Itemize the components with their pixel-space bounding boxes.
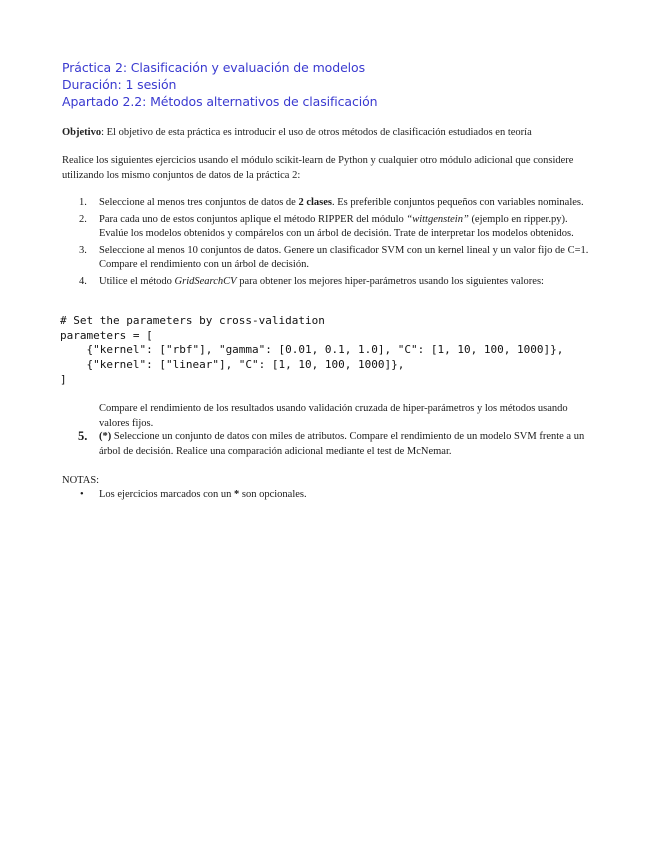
doc-section-title: Apartado 2.2: Métodos alternativos de clasificación (62, 94, 378, 109)
item-text: Los ejercicios marcados con un (99, 489, 234, 500)
code-line: # Set the parameters by cross-validation (60, 314, 325, 327)
item-text: Seleccione un conjunto de datos con miles de atributos. Compare el rendimiento de un modelo SVM frente a un árbol de decisión. Realice una comparación adicional mediante el test de McNemar. (99, 431, 585, 457)
list-item (62, 213, 592, 242)
item-text: Seleccione al menos 10 conjuntos de datos. Genere un clasificador SVM con un kernel lineal y un valor fijo de C=1. Compare el rendimiento con un árbol de decisión. (99, 244, 589, 270)
objective-paragraph (62, 126, 592, 141)
item-text: . Es preferible conjuntos pequeños con variables nominales. (332, 197, 584, 208)
item-bold-text: 2 clases (298, 197, 332, 208)
item-italic-text: “wittgenstein” (406, 213, 469, 225)
objective-text: : El objetivo de esta práctica es introducir el uso de otros métodos de clasificación estudiados en teoría (101, 127, 532, 138)
item-text: Utilice el método (99, 275, 175, 287)
item-italic-text: GridSearchCV (174, 275, 237, 287)
doc-duration: Duración: 1 sesión (62, 77, 177, 92)
item-text: Seleccione al menos tres conjuntos de datos de (99, 197, 299, 208)
notes-list (62, 488, 592, 503)
item-number: 4. (79, 275, 87, 287)
item-bold-text: * (234, 489, 240, 500)
item-number: 2. (79, 213, 87, 225)
list-item (62, 275, 592, 290)
list-item (62, 488, 592, 503)
item-number: 5. (78, 429, 88, 443)
intro-paragraph: Realice los siguientes ejercicios usando el módulo scikit-learn de Python y cualquier otro módulo adicional que considere utilizando los mismo conjuntos de datos de la práctica 2: (62, 155, 574, 181)
bullet-icon: • (80, 489, 84, 500)
after-code-paragraph: Compare el rendimiento de los resultados usando validación cruzada de hiper-parámetros y los métodos usando valores fijos. (99, 403, 568, 429)
code-line: parameters = [ (60, 328, 153, 342)
code-block (60, 314, 563, 388)
code-line: {"kernel": ["rbf"], "gamma": [0.01, 0.1, 1.0], "C": [1, 10, 100, 1000]}, (60, 343, 564, 357)
exercise-list (62, 196, 592, 289)
notes-title: NOTAS: (62, 475, 100, 486)
list-item (62, 196, 592, 211)
code-line: ] (60, 372, 67, 386)
code-line: {"kernel": ["linear"], "C": [1, 10, 100, 1000]}, (60, 358, 405, 372)
item-text: para obtener los mejores hiper-parámetros usando los siguientes valores: (236, 275, 544, 287)
optional-marker: (*) (99, 431, 112, 442)
item-text: (ejemplo en ripper.py). Evalúe los modelos obtenidos y compárelos con un árbol de decisión. Trate de interpretar los modelos obtenidos. (99, 213, 574, 239)
list-item (62, 244, 592, 273)
item-number: 1. (79, 197, 87, 208)
objective-label: Objetivo (62, 127, 102, 138)
item-text: son opcionales. (239, 489, 307, 500)
list-item (62, 430, 594, 459)
doc-title: Práctica 2: Clasificación y evaluación de modelos (62, 60, 365, 75)
item-text: Para cada uno de estos conjuntos aplique el método RIPPER del módulo (99, 213, 407, 225)
item-number: 3. (79, 244, 87, 256)
